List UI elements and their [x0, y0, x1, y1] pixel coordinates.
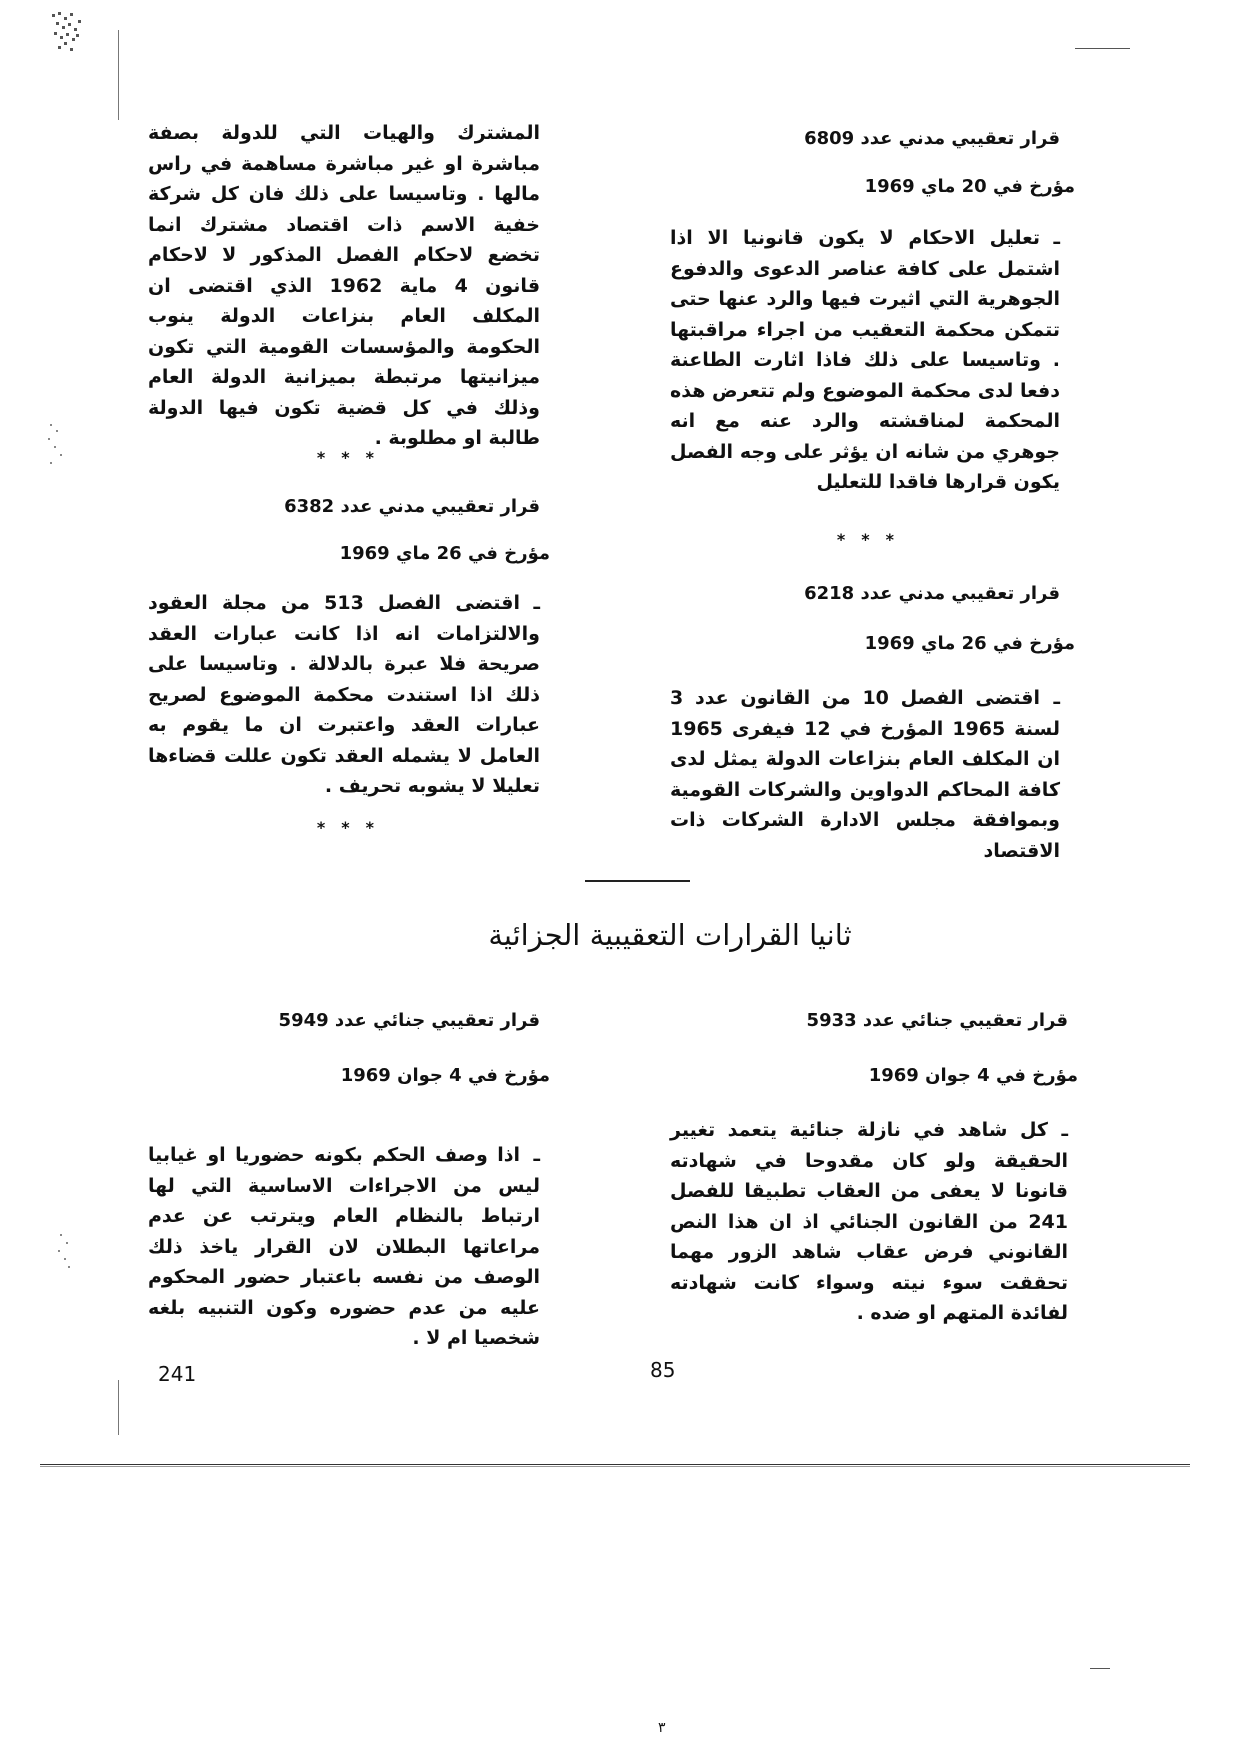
bottom-right-dash — [1090, 1668, 1110, 1669]
decision-5933-title: قرار تعقيبي جنائي عدد 5933 — [806, 1010, 1068, 1031]
separator-stars-right-1: *** — [836, 530, 910, 549]
scan-edge-line-2 — [40, 1466, 1190, 1467]
continuation-text: المشترك والهيات التي للدولة بصفة مباشرة او غير مباشرة مساهمة في راس مالها . وتاسيسا على ذلك فان كل شركة خفية الاسم ذات اقتصاد مشترك انما تخضع لاحكام الفصل المذكور لا لاحكام قانون 4 ماية 1962 الذي اقتضى ان المكلف العام بنزاعات الدولة ينوب الحكومة والمؤسسات القومية التي تكون ميزانيتها مرتبطة بميزانية الدولة العام وذلك في كل قضية تكون فيها الدولة طالبة او مطلوبة . — [148, 122, 541, 449]
left-margin-line — [118, 30, 119, 120]
top-right-dash — [1075, 48, 1130, 49]
decision-5949-title: قرار تعقيبي جنائي عدد 5949 — [278, 1010, 540, 1031]
scan-noise-top-left — [48, 8, 108, 58]
decision-6382-title: قرار تعقيبي مدني عدد 6382 — [284, 496, 540, 517]
page-number-left: 241 — [158, 1362, 197, 1386]
scan-edge-line — [40, 1464, 1190, 1465]
footer-mark: ٣ — [658, 1720, 666, 1736]
decision-5949-date: مؤرخ في 4 جوان 1969 — [340, 1065, 550, 1086]
scan-noise-left-lower — [52, 1230, 82, 1290]
decision-6809-date: مؤرخ في 20 ماي 1969 — [864, 176, 1075, 197]
separator-stars-left-1: *** — [316, 448, 390, 467]
decision-5949-text: ـاذا وصف الحكم بكونه حضوريا او غيابيا ليس من الاجراءات الاساسية التي لها ارتباط بالنظام العام ويترتب عن عدم مراعاتها البطلان لان القرار ياخذ ذلك الوصف من نفسه باعتبار حضور المحكوم عليه من عدم حضوره وكون التنبيه بلغه شخصيا ام لا . — [148, 1144, 540, 1349]
left-margin-line-lower — [118, 1380, 119, 1435]
decision-5933-text: ـكل شاهد في نازلة جنائية يتعمد تغيير الحقيقة ولو كان مقدوحا في شهادته قانونا لا يعفى من العقاب تطبيقا للفصل 241 من القانون الجنائي اذ ان هذا النص القانوني فرض عقاب شاهد الزور مهما تحققت سوء نيته وسواء كانت شهادته لفائدة المتهم او ضده . — [670, 1119, 1068, 1324]
decision-6809-title: قرار تعقيبي مدني عدد 6809 — [804, 128, 1060, 149]
section-title-penal-decisions: ثانيا القرارات التعقيبية الجزائية — [488, 918, 852, 952]
decision-6218-text: ـاقتضى الفصل 10 من القانون عدد 3 لسنة 1965 المؤرخ في 12 فيفرى 1965 ان المكلف العام بنزاعات الدولة يمثل لدى كافة المحاكم الدواوين والشركات القومية وبموافقة مجلس الادارة الشركات ذات الاقتصاد — [670, 687, 1061, 862]
decision-6382-date: مؤرخ في 26 ماي 1969 — [339, 543, 550, 564]
separator-stars-left-2: *** — [316, 818, 390, 837]
decision-6382-text: ـاقتضى الفصل 513 من مجلة العقود والالتزامات انه اذا كانت عبارات العقد صريحة فلا عبرة بالدلالة . وتاسيسا على ذلك اذا استندت محكمة الموضوع لصريح عبارات العقد واعتبرت ان ما يقوم به العامل لا يشمله العقد تكون عللت قضاءها تعليلا لا يشوبه تحريف . — [148, 592, 540, 797]
page-number-center: 85 — [650, 1358, 676, 1382]
decision-6809-text: ـتعليل الاحكام لا يكون قانونيا الا اذا اشتمل على كافة عناصر الدعوى والدفوع الجوهرية التي اثيرت فيها والرد عنها حتى تتمكن محكمة التعقيب من اجراء مراقبتها . وتاسيسا على ذلك فاذا اثارت الطاعنة دفعا لدى محكمة الموضوع ولم تتعرض هذه المحكمة لمناقشته والرد عنه مع انه جوهري من شانه ان يؤثر على وجه الفصل يكون قرارها فاقدا للتعليل — [670, 227, 1060, 493]
decision-6218-title: قرار تعقيبي مدني عدد 6218 — [804, 583, 1060, 604]
scan-noise-left-middle — [42, 420, 72, 480]
section-divider — [585, 880, 690, 882]
decision-5933-date: مؤرخ في 4 جوان 1969 — [868, 1065, 1078, 1086]
decision-6218-date: مؤرخ في 26 ماي 1969 — [864, 633, 1075, 654]
